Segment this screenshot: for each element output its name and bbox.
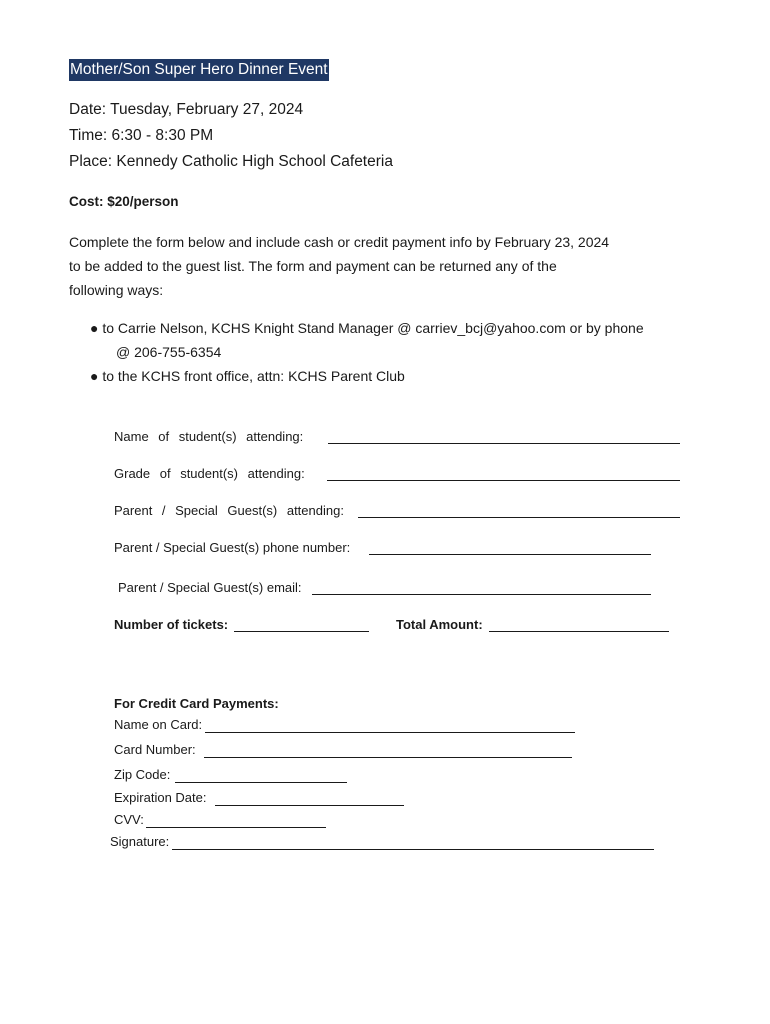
event-title: Mother/Son Super Hero Dinner Event xyxy=(69,59,329,81)
name-on-card-label: Name on Card: xyxy=(114,717,203,732)
return-method-1 xyxy=(90,320,644,336)
bullet-icon: ● xyxy=(90,368,99,384)
tickets-label: Number of tickets: xyxy=(114,617,229,632)
event-cost: Cost: $20/person xyxy=(69,194,179,209)
student-grade-field[interactable] xyxy=(327,480,680,481)
email-label: Parent / Special Guest(s) email: xyxy=(118,580,302,595)
tickets-field[interactable] xyxy=(234,631,369,632)
parent-guest-field[interactable] xyxy=(358,517,680,518)
total-amount-label: Total Amount: xyxy=(396,617,483,632)
student-name-label: Name of student(s) attending: xyxy=(114,429,304,444)
parent-guest-label: Parent / Special Guest(s) attending: xyxy=(114,503,344,518)
expiration-date-label: Expiration Date: xyxy=(114,790,207,805)
email-field[interactable] xyxy=(312,594,651,595)
instructions-line-2: to be added to the guest list. The form and payment can be returned any of the xyxy=(69,258,557,274)
return-method-2 xyxy=(90,368,405,384)
zip-code-field[interactable] xyxy=(175,782,347,783)
return-method-1-continued: @ 206-755-6354 xyxy=(116,344,222,360)
expiration-date-field[interactable] xyxy=(215,805,404,806)
event-date: Date: Tuesday, February 27, 2024 xyxy=(69,101,304,118)
bullet-icon: ● xyxy=(90,320,99,336)
instructions-line-3: following ways: xyxy=(69,282,164,298)
total-amount-field[interactable] xyxy=(489,631,669,632)
name-on-card-field[interactable] xyxy=(205,732,575,733)
student-name-field[interactable] xyxy=(328,443,680,444)
credit-card-heading: For Credit Card Payments: xyxy=(114,696,279,711)
phone-label: Parent / Special Guest(s) phone number: xyxy=(114,540,351,555)
card-number-label: Card Number: xyxy=(114,742,196,757)
phone-field[interactable] xyxy=(369,554,651,555)
zip-code-label: Zip Code: xyxy=(114,767,171,782)
return-method-1-text: to Carrie Nelson, KCHS Knight Stand Manager @ carriev_bcj@yahoo.com or by phone xyxy=(102,320,644,336)
cvv-label: CVV: xyxy=(114,812,144,827)
instructions-line-1: Complete the form below and include cash or credit payment info by February 23, 2024 xyxy=(69,234,610,250)
student-grade-label: Grade of student(s) attending: xyxy=(114,466,305,481)
signature-field[interactable] xyxy=(172,849,654,850)
return-method-2-text: to the KCHS front office, attn: KCHS Parent Club xyxy=(102,368,405,384)
event-time: Time: 6:30 - 8:30 PM xyxy=(69,127,214,144)
cvv-field[interactable] xyxy=(146,827,326,828)
card-number-field[interactable] xyxy=(204,757,572,758)
event-place: Place: Kennedy Catholic High School Cafeteria xyxy=(69,153,393,170)
signature-label: Signature: xyxy=(110,834,170,849)
